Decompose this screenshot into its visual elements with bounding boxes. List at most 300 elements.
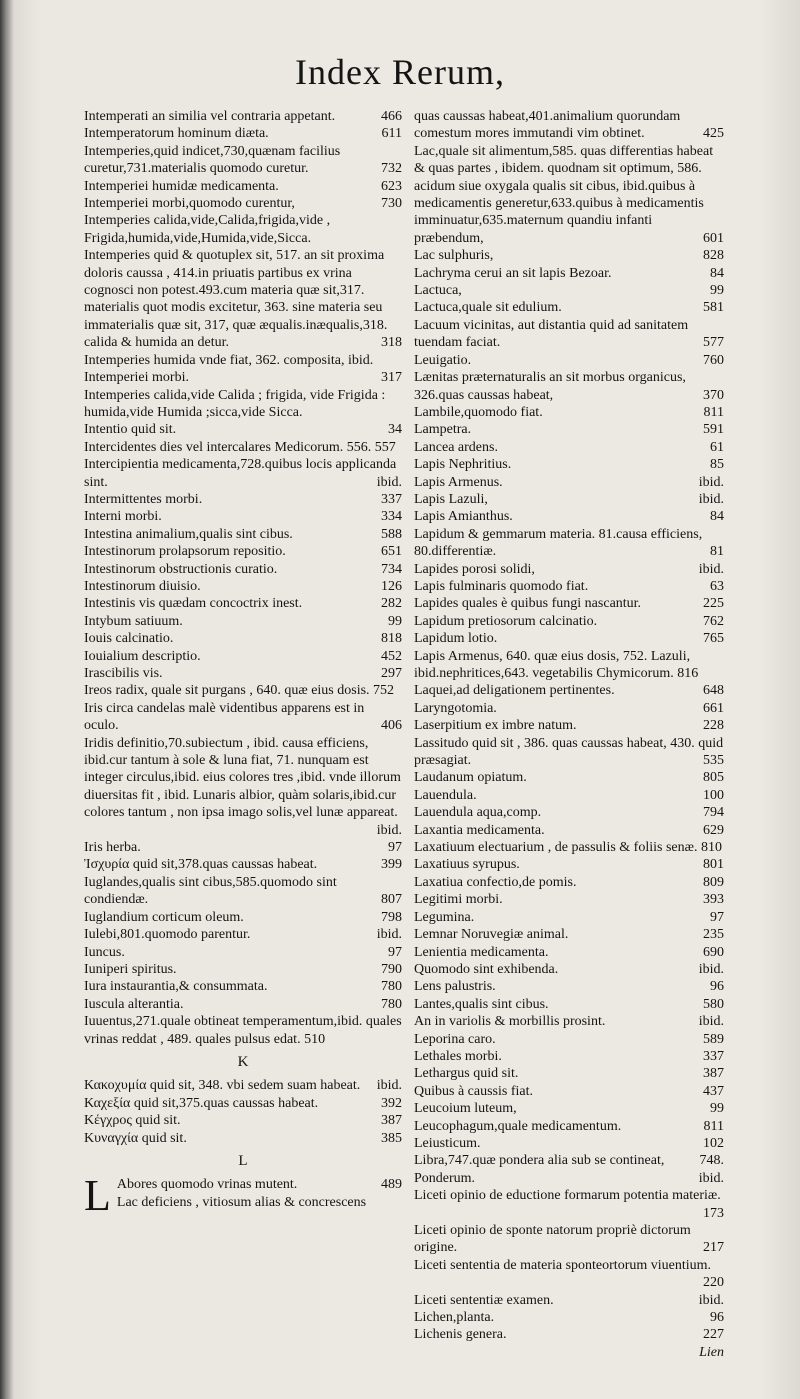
entry-text: Intestinis vis quædam concoctrix inest. [84, 596, 303, 612]
index-entry [84, 439, 402, 456]
k-entries [84, 1077, 402, 1147]
entry-text: Intemperiei humidæ medicamenta. [84, 178, 279, 194]
entry-text: Intercipientia medicamenta,728.quibus locis applicanda sint. [84, 457, 397, 490]
page-number: 577 [703, 335, 724, 351]
entry-text: Iouis calcinatio. [84, 631, 174, 647]
entry-text: Lapides quales è quibus fungi nascantur. [414, 596, 642, 612]
index-entry [414, 1326, 724, 1343]
index-entry [84, 352, 402, 369]
index-entry [84, 613, 402, 630]
page-number: 97 [388, 840, 402, 856]
page-number: 297 [381, 666, 402, 681]
index-entry [414, 735, 724, 770]
index-entry [414, 804, 724, 821]
entry-text: Interni morbi. [84, 509, 162, 525]
page-title: Index Rerum, [295, 52, 505, 92]
index-entry [84, 909, 402, 926]
index-entry [414, 369, 724, 404]
entry-text: Liceti sententia de materia sponteortorum viuentium. [414, 1257, 712, 1273]
right-column [414, 108, 724, 1361]
index-entry [414, 247, 724, 264]
page-number: 370 [703, 387, 724, 403]
entry-text: Lassitudo quid sit , 386. quas caussas habeat, 430. quid præsagiat. [414, 735, 724, 769]
page-number: 730 [381, 196, 402, 212]
page-number: 97 [710, 909, 724, 925]
l-entries [84, 1176, 402, 1211]
entry-text: Lacuum vicinitas, aut distantia quid ad sanitatem tuendam faciat. [414, 317, 689, 351]
index-entry [84, 195, 402, 212]
index-entry [414, 595, 724, 612]
index-entry [414, 299, 724, 316]
entry-text: Καχεξία quid sit,375.quas caussas habeat. [84, 1095, 319, 1111]
entry-text: Ἰσχυρία quid sit,378.quas caussas habeat. [84, 857, 318, 873]
entry-text: Abores quomodo vrinas mutent. [116, 1177, 298, 1193]
index-entry [414, 909, 724, 926]
page-number: 100 [703, 787, 724, 803]
page-number: ibid. [376, 927, 402, 943]
index-entry [414, 1292, 724, 1309]
entry-text: Intemperies quid & quotuplex sit, 517. an sit proxima doloris caussa , 414.in priuatis partibus ex vrina cognosci non potest.493.cum materia quæ sit,317. materialis quot modis excitetur, 363. sine materia seu immaterialis quæ sit, 317, quæ æqualis.inæqualis,318. calida & humida an detur. [84, 248, 388, 351]
index-entry [414, 1100, 724, 1117]
page-number: 96 [710, 979, 724, 995]
index-entry [414, 1048, 724, 1065]
entry-text: Lactuca, [414, 283, 462, 299]
dropcap-letter: L [84, 1171, 111, 1221]
entry-text: Lichenis genera. [414, 1327, 507, 1343]
page-number: 452 [381, 648, 402, 664]
page-number: 318 [381, 335, 402, 351]
index-entry [84, 630, 402, 647]
page-number: 282 [381, 596, 402, 612]
page-number: 762 [703, 613, 724, 629]
index-entry [414, 1135, 724, 1152]
index-entry [84, 508, 402, 525]
entry-text: Κέγχρος quid sit. [84, 1113, 181, 1129]
page-number: 805 [703, 770, 724, 786]
index-entry [414, 717, 724, 734]
index-entry [414, 1031, 724, 1048]
left-column [84, 108, 402, 1221]
entry-text: Lapis Nephritius. [414, 457, 512, 473]
entry-text: Liceti sententiæ examen. [414, 1292, 554, 1308]
entry-text: Intemperiei morbi,quomodo curentur, [84, 196, 295, 212]
index-entry [414, 961, 724, 978]
l-dropcap-block [84, 1171, 402, 1221]
page-number: 406 [381, 718, 402, 734]
entry-text: Quibus à caussis fiat. [414, 1083, 533, 1099]
entry-text: Intemperies calida,vide Calida ; frigida, vide Frigida : humida,vide Humida ;sicca,vide Sicca. [84, 387, 386, 420]
page-number: 99 [388, 613, 402, 629]
entry-text: Iuncus. [84, 944, 125, 960]
page-number: 34 [388, 422, 402, 438]
entry-text: Lenientia medicamenta. [414, 944, 549, 960]
index-entry [84, 595, 402, 612]
entry-text: Iris circa candelas malè videntibus apparens est in oculo. [84, 700, 365, 734]
page-number: 734 [381, 561, 402, 577]
index-entry [414, 769, 724, 786]
index-entry [117, 1176, 402, 1193]
entry-text: Iura instaurantia,& consummata. [84, 979, 268, 995]
page-number: ibid. [698, 1170, 724, 1186]
entry-text: Lapis fulminaris quomodo fiat. [414, 578, 589, 594]
page-number: 387 [381, 1113, 402, 1129]
index-entry [84, 178, 402, 195]
entry-text: Laxantia medicamenta. [414, 822, 545, 838]
entry-text: Lac,quale sit alimentum,585. quas differentias habeat & quas partes , ibidem. quodnam sit optimum, 586. acidum siue oxygala qualis sit cibus, ibid.quibus à medicamentis generetur,633.quibus à medicamentis imminuatur,635.maternum quandiu infanti præbendum, [414, 143, 714, 246]
page-number: 780 [381, 979, 402, 995]
page-number: 828 [703, 248, 724, 264]
entry-text: Liceti opinio de sponte natorum propriè dictorum origine. [414, 1223, 691, 1256]
page-number: 392 [381, 1095, 402, 1111]
page-number: 61 [710, 439, 724, 455]
entry-text: Intemperies calida,vide,Calida,frigida,vide , Frigida,humida,vide,Humida,vide,Sicca. [84, 213, 331, 246]
page-number: 629 [703, 822, 724, 838]
entry-text: Leucophagum,quale medicamentum. [414, 1118, 622, 1134]
index-entry [84, 874, 402, 909]
page-number: 623 [381, 178, 402, 194]
index-entry [414, 561, 724, 578]
entry-text: Lapis Amianthus. [414, 509, 513, 525]
page-number: 601 [703, 230, 724, 246]
entry-text: Intemperies humida vnde fiat, 362. composita, ibid. [84, 352, 374, 368]
page-number: 611 [381, 126, 402, 142]
page-number: 732 [381, 161, 402, 177]
entry-text: Leporina caro. [414, 1031, 496, 1047]
index-entry [84, 387, 402, 422]
index-entry [84, 456, 402, 491]
page-number: 99 [710, 283, 724, 299]
page-number: 801 [703, 857, 724, 873]
index-entry [84, 1112, 402, 1129]
entry-text: Lapis Armenus, 640. quæ eius dosis, 752. Lazuli, ibid.nephritices,643. vegetabilis Chymicorum. 816 [414, 648, 699, 681]
page-number: 85 [710, 457, 724, 473]
page-number: 748. [699, 1153, 724, 1169]
index-entry [84, 526, 402, 543]
entry-text: Intermittentes morbi. [84, 491, 203, 507]
entry-text: Lachryma cerui an sit lapis Bezoar. [414, 265, 612, 281]
index-entry [414, 439, 724, 456]
entry-text: Lemnar Noruvegiæ animal. [414, 927, 569, 943]
page-number: 334 [381, 509, 402, 525]
entry-text: Lapis Armenus. [414, 474, 503, 490]
index-entry [84, 944, 402, 961]
page-number: 589 [703, 1031, 724, 1047]
page-number: 765 [703, 631, 724, 647]
index-entry [84, 700, 402, 735]
index-entry [117, 1194, 402, 1211]
page-number: 437 [703, 1083, 724, 1099]
index-entry [84, 561, 402, 578]
index-entry [414, 508, 724, 525]
right-entries [414, 108, 724, 1344]
index-entry [414, 822, 724, 839]
page-number: 84 [710, 265, 724, 281]
page-number: 217 [703, 1240, 724, 1256]
entry-text: Laxatiuum electuarium , de passulis & foliis senæ. 810 [414, 840, 722, 856]
index-entry [414, 474, 724, 491]
page-number: 489 [381, 1177, 402, 1193]
page-number: 780 [381, 996, 402, 1012]
entry-text: Intemperies,quid indicet,730,quænam facilius curetur,731.materialis quomodo curetur. [84, 143, 341, 177]
page-number: 591 [703, 422, 724, 438]
index-entry [84, 125, 402, 142]
entry-text: quas caussas habeat,401.animalium quorundam comestum mores immutandi vim obtinet. [414, 109, 681, 142]
page-number: 790 [381, 961, 402, 977]
page-number: 337 [703, 1048, 724, 1064]
page-number: ibid. [698, 474, 724, 490]
index-entry [414, 700, 724, 717]
index-entry [84, 108, 402, 125]
entry-text: Intemperiei morbi. [84, 370, 189, 386]
index-entry [414, 143, 724, 247]
entry-text: Libra,747.quæ pondera alia sub se contineat, [414, 1153, 665, 1169]
page-number: 81 [710, 544, 724, 560]
index-entry [84, 1130, 402, 1147]
index-entry [84, 421, 402, 438]
entry-text: Lens palustris. [414, 979, 496, 995]
entry-text: Iulebi,801.quomodo parentur. [84, 927, 251, 943]
entry-text: Iridis definitio,70.subiectum , ibid. causa efficiens, ibid.cur tantum à sole & luna fiat, 71. nunquam est integer circulus,ibid. eius colores tres ,ibid. vnde illorum diuersitas fit , ibid. Lunaris albior, quàm solaris,ibid.cur colores tantum , non ipsa imago solis,vel lunæ appareat. [84, 735, 401, 821]
page-number: 811 [703, 1118, 724, 1134]
entry-text: Leuigatio. [414, 352, 472, 368]
page-number: 535 [703, 753, 724, 769]
page-number: 97 [388, 944, 402, 960]
page-number: 425 [703, 126, 724, 142]
index-entry [84, 1077, 402, 1094]
entry-text: Intestinorum obstructionis curatio. [84, 561, 278, 577]
page-number: 580 [703, 996, 724, 1012]
entry-text: Lapis Lazuli, [414, 491, 488, 507]
entry-text: Lantes,qualis sint cibus. [414, 996, 549, 1012]
page-number: 399 [381, 857, 402, 873]
entry-text: Leucoium luteum, [414, 1101, 517, 1117]
page-number: 337 [381, 491, 402, 507]
catchword: Lien [699, 1344, 724, 1360]
entry-text: Intestinorum prolapsorum repositio. [84, 544, 286, 560]
entry-text: Lauendula. [414, 787, 477, 803]
page-number: 466 [381, 109, 402, 124]
entry-text: Lac deficiens , vitiosum alias & concrescens [116, 1194, 367, 1210]
index-entry [414, 578, 724, 595]
entry-text: Leiusticum. [414, 1135, 481, 1151]
page-number: 102 [703, 1135, 724, 1151]
index-entry [414, 282, 724, 299]
index-entry [414, 978, 724, 995]
page-number: ibid. [698, 961, 724, 977]
entry-text: Laryngotomia. [414, 700, 497, 716]
index-entry [84, 1013, 402, 1048]
page-number: 648 [703, 683, 724, 699]
entry-text: Lethales morbi. [414, 1048, 502, 1064]
entry-text: Κακοχυμία quid sit, 348. vbi sedem suam habeat. [84, 1078, 361, 1094]
entry-text: Lichen,planta. [414, 1310, 495, 1326]
entry-text: Ponderum. [414, 1170, 476, 1186]
page-number: 690 [703, 944, 724, 960]
left-entries [84, 108, 402, 1048]
entry-text: Quomodo sint exhibenda. [414, 961, 559, 977]
entry-text: Laxatiua confectio,de pomis. [414, 874, 577, 890]
page-number: 173 [703, 1205, 724, 1221]
page-number: 126 [381, 578, 402, 594]
entry-text: Intemperatorum hominum diæta. [84, 126, 269, 142]
index-entry [84, 961, 402, 978]
entry-text: Iuglandes,qualis sint cibus,585.quomodo sint condiendæ. [84, 874, 337, 908]
entry-text: Κυναγχία quid sit. [84, 1130, 187, 1146]
index-entry [414, 630, 724, 647]
page-number: ibid. [698, 491, 724, 507]
index-entry [414, 1170, 724, 1187]
index-entry [414, 1309, 724, 1326]
index-entry [84, 648, 402, 665]
page-number: ibid. [698, 1292, 724, 1308]
entry-text: Iuniperi spiritus. [84, 961, 177, 977]
index-entry [414, 648, 724, 683]
index-entry [84, 578, 402, 595]
entry-text: Intestina animalium,qualis sint cibus. [84, 526, 293, 542]
entry-text: Legitimi morbi. [414, 892, 503, 908]
index-entry [84, 682, 402, 699]
index-entry [84, 856, 402, 873]
index-entry [414, 1152, 724, 1169]
entry-text: Lapidum lotio. [414, 631, 498, 647]
entry-text: Irascibilis vis. [84, 666, 163, 681]
index-entry [414, 787, 724, 804]
index-entry [414, 1187, 724, 1222]
entry-text: Lapides porosi solidi, [414, 561, 535, 577]
index-entry [414, 491, 724, 508]
index-entry [414, 1118, 724, 1135]
index-entry [414, 1257, 724, 1292]
entry-text: Legumina. [414, 909, 475, 925]
entry-text: Lancea ardens. [414, 439, 498, 455]
page-number: 220 [703, 1275, 724, 1291]
entry-text: Liceti opinio de eductione formarum potentia materiæ. [414, 1188, 721, 1204]
page-number: 811 [703, 404, 724, 420]
entry-text: Iuglandium corticum oleum. [84, 909, 244, 925]
index-entry [414, 526, 724, 561]
page-number: ibid. [376, 822, 402, 838]
page-number: 317 [381, 370, 402, 386]
page-number: 818 [381, 631, 402, 647]
page-number: 228 [703, 718, 724, 734]
page-number: 96 [710, 1310, 724, 1326]
section-letter-k: K [237, 1053, 249, 1070]
index-entry [84, 665, 402, 682]
page-number: ibid. [376, 474, 402, 490]
index-entry [414, 108, 724, 143]
page-number: ibid. [698, 1014, 724, 1030]
page-number: 393 [703, 892, 724, 908]
entry-text: Lauendula aqua,comp. [414, 805, 542, 821]
page-number: 651 [381, 544, 402, 560]
page-number: 387 [703, 1066, 724, 1082]
page-number: 760 [703, 352, 724, 368]
entry-text: Intemperati an similia vel contraria appetant. [84, 109, 336, 124]
page-number: ibid. [376, 1078, 402, 1094]
entry-text: Lac sulphuris, [414, 248, 494, 264]
index-entry [414, 856, 724, 873]
entry-text: Laquei,ad deligationem pertinentes. [414, 683, 615, 699]
entry-text: Lapidum pretiosorum calcinatio. [414, 613, 598, 629]
index-entry [414, 682, 724, 699]
entry-text: Intercidentes dies vel intercalares Medicorum. 556. 557 [84, 439, 396, 455]
index-entry [84, 491, 402, 508]
index-entry [414, 1222, 724, 1257]
index-entry [414, 839, 724, 856]
index-entry [84, 143, 402, 178]
page-number: 661 [703, 700, 724, 716]
entry-text: Iuscula alterantia. [84, 996, 184, 1012]
page-number: 794 [703, 805, 724, 821]
page-number: 225 [703, 596, 724, 612]
page-number: 227 [703, 1327, 724, 1343]
index-entry [414, 613, 724, 630]
index-entry [414, 456, 724, 473]
entry-text: Laserpitium ex imbre natum. [414, 718, 577, 734]
page-number: 807 [381, 892, 402, 908]
index-entry [84, 543, 402, 560]
index-entry [414, 944, 724, 961]
index-entry [414, 317, 724, 352]
entry-text: Lampetra. [414, 422, 472, 438]
index-entry [414, 1013, 724, 1030]
entry-text: Lambile,quomodo fiat. [414, 404, 543, 420]
page-number: 84 [710, 509, 724, 525]
entry-text: Iouialium descriptio. [84, 648, 201, 664]
entry-text: Lactuca,quale sit edulium. [414, 300, 562, 316]
index-entry [414, 421, 724, 438]
index-entry [84, 212, 402, 247]
index-entry [414, 926, 724, 943]
index-entry [84, 978, 402, 995]
index-entry [84, 996, 402, 1013]
index-entry [84, 926, 402, 943]
entry-text: Intestinorum diuisio. [84, 578, 201, 594]
index-entry [414, 352, 724, 369]
section-letter-l: L [238, 1152, 248, 1169]
entry-text: Lapidum & gemmarum materia. 81.causa efficiens, 80.differentiæ. [414, 526, 703, 560]
index-entry [414, 1083, 724, 1100]
entry-text: Laxatiuus syrupus. [414, 857, 520, 873]
index-entry [84, 247, 402, 351]
entry-text: Intybum satiuum. [84, 613, 183, 629]
page-number: 588 [381, 526, 402, 542]
index-entry [414, 1065, 724, 1082]
page-number: ibid. [698, 561, 724, 577]
entry-text: Intentio quid sit. [84, 422, 177, 438]
page-number: 809 [703, 874, 724, 890]
index-entry [414, 265, 724, 282]
page-number: 63 [710, 578, 724, 594]
entry-text: Ireos radix, quale sit purgans , 640. quæ eius dosis. 752 [84, 683, 395, 699]
entry-text: Lethargus quid sit. [414, 1066, 519, 1082]
index-entry [84, 1095, 402, 1112]
index-entry [414, 891, 724, 908]
entry-text: Laudanum opiatum. [414, 770, 527, 786]
entry-text: Iris herba. [84, 840, 141, 856]
entry-text: An in variolis & morbillis prosint. [414, 1014, 606, 1030]
index-entry [414, 996, 724, 1013]
page-number: 581 [703, 300, 724, 316]
entry-text: Iuuentus,271.quale obtineat temperamentum,ibid. quales vrinas reddat , 489. quales pulsus edat. 510 [84, 1014, 402, 1047]
index-entry [84, 735, 402, 839]
page-number: 798 [381, 909, 402, 925]
index-entry [84, 369, 402, 386]
entry-text: Lænitas præternaturalis an sit morbus organicus, 326.quas caussas habeat, [414, 370, 686, 403]
index-entry [414, 404, 724, 421]
index-entry [84, 839, 402, 856]
index-entry [414, 874, 724, 891]
